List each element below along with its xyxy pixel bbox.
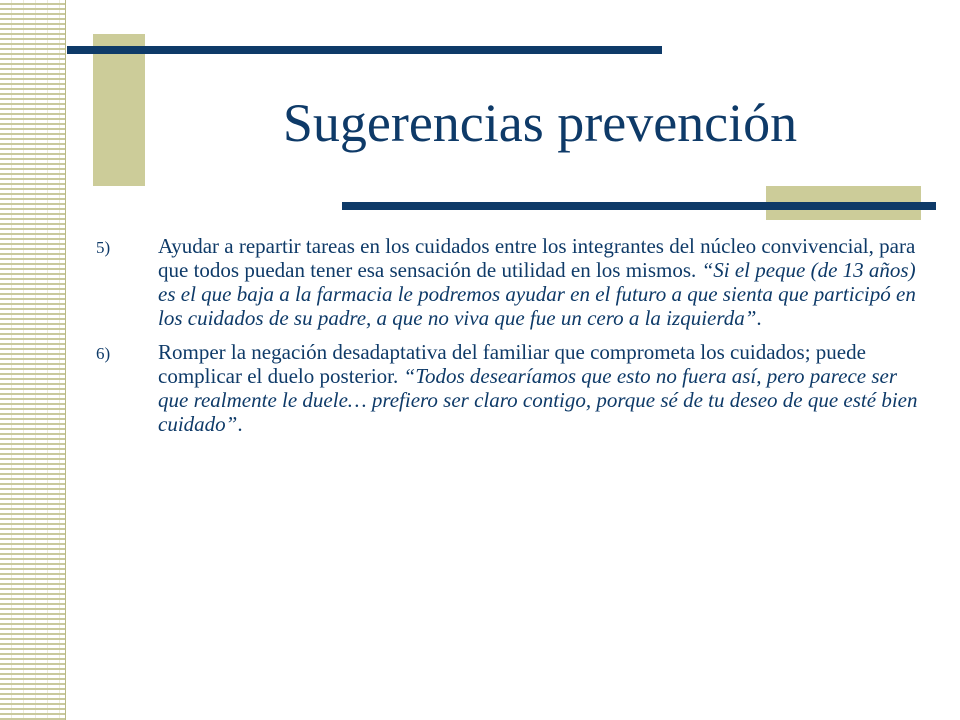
item-tail: . xyxy=(756,306,762,330)
decorative-olive-block-top xyxy=(93,34,145,186)
item-number: 5) xyxy=(96,238,111,257)
item-text: Ayudar a repartir tareas en los cuidados entre los integrantes del núcleo convivencial, para que todos puedan tener esa sensación de utilidad en los mismos. xyxy=(158,234,916,282)
item-tail: . xyxy=(237,412,243,436)
list-item xyxy=(96,234,926,330)
item-quote: “Todos desearíamos que esto no fuera así, pero parece ser que realmente le duele… prefiero ser claro contigo, porque sé de tu deseo de que esté bien cuidado” xyxy=(158,364,918,436)
title-rule-top xyxy=(67,46,662,54)
item-text: Romper la negación desadaptativa del familiar que comprometa los cuidados; puede complicar el duelo posterior. xyxy=(158,340,866,388)
decorative-striped-margin xyxy=(0,0,66,720)
item-quote: “Si el peque (de 13 años) es el que baja a la farmacia le podremos ayudar en el futuro a que sienta que participó en los cuidados de su padre, a que no viva que fue un cero a la izquierda” xyxy=(158,258,916,330)
slide-title: Sugerencias prevención xyxy=(282,93,798,153)
list-item xyxy=(96,340,926,436)
suggestion-list xyxy=(96,234,926,446)
title-rule-bottom xyxy=(342,202,936,210)
item-number: 6) xyxy=(96,344,111,363)
